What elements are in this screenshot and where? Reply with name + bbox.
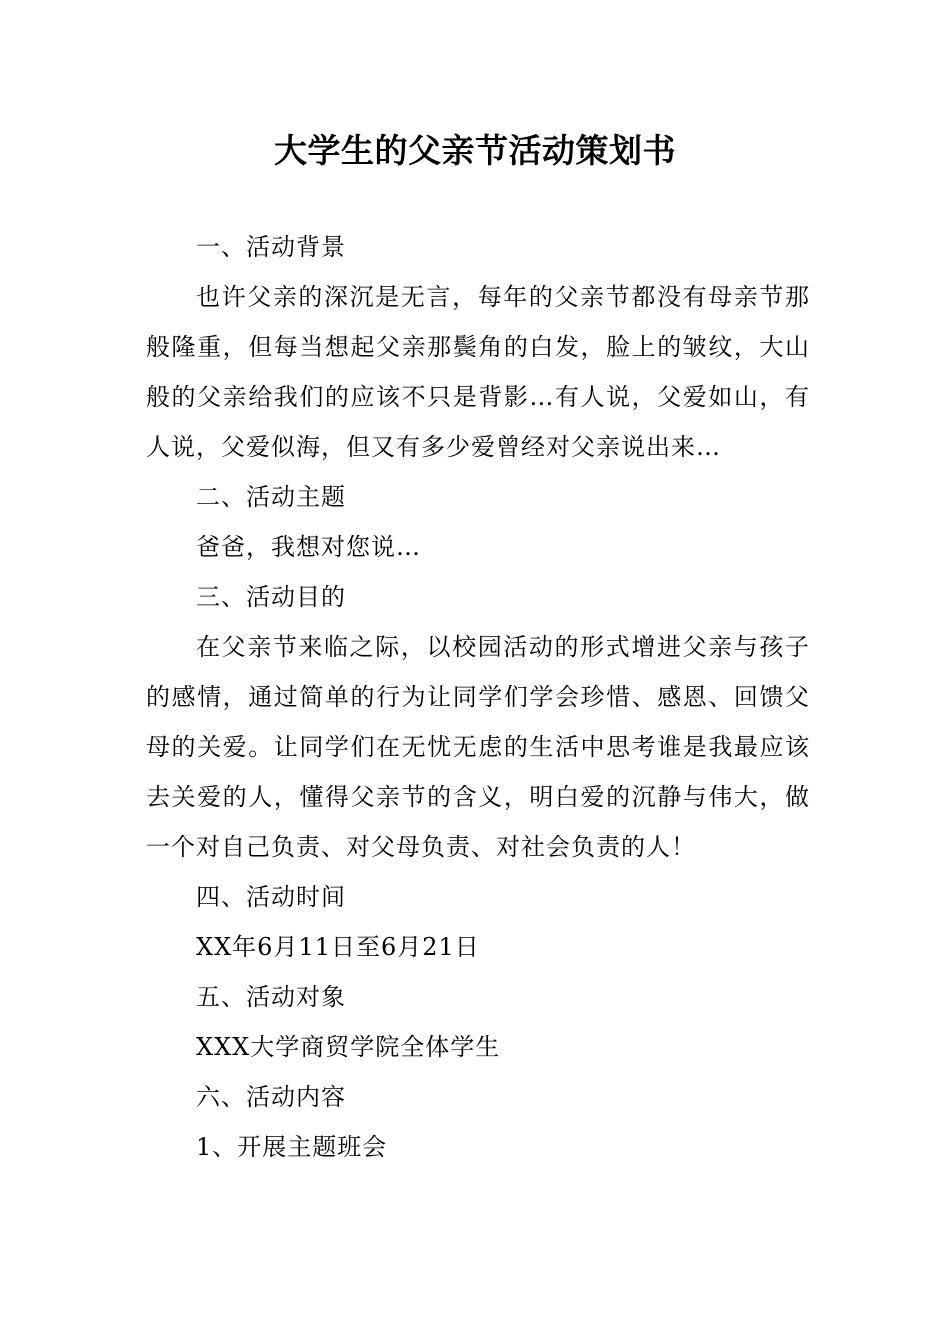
paragraph-background: 也许父亲的深沉是无言，每年的父亲节都没有母亲节那般隆重，但每当想起父亲那鬓角的白发，脸上的皱纹，大山般的父亲给我们的应该不只是背影…有人说，父爱如山，有人说，父爱似海，但又有多少爱曾经对父亲说出来… xyxy=(146,283,810,461)
section-heading-background: 一、活动背景 xyxy=(196,233,346,261)
paragraph-audience: XXX大学商贸学院全体学生 xyxy=(196,1033,501,1061)
paragraph-theme: 爸爸，我想对您说… xyxy=(196,533,421,561)
paragraph-purpose: 在父亲节来临之际，以校园活动的形式增进父亲与孩子的感情，通过简单的行为让同学们学会珍惜、感恩、回馈父母的关爱。让同学们在无忧无虑的生活中思考谁是我最应该去关爱的人，懂得父亲节的含义，明白爱的沉静与伟大，做一个对自己负责、对父母负责、对社会负责的人！ xyxy=(146,633,810,861)
section-heading-time: 四、活动时间 xyxy=(196,883,346,911)
section-heading-purpose: 三、活动目的 xyxy=(196,583,346,611)
section-heading-theme: 二、活动主题 xyxy=(196,483,346,511)
section-heading-content: 六、活动内容 xyxy=(196,1083,346,1111)
document-title: 大学生的父亲节活动策划书 xyxy=(274,131,676,170)
section-heading-audience: 五、活动对象 xyxy=(196,983,346,1011)
paragraph-content-item-1: 1、开展主题班会 xyxy=(196,1133,388,1161)
paragraph-time: XX年6月11日至6月21日 xyxy=(196,933,480,961)
document-body xyxy=(146,222,810,1172)
